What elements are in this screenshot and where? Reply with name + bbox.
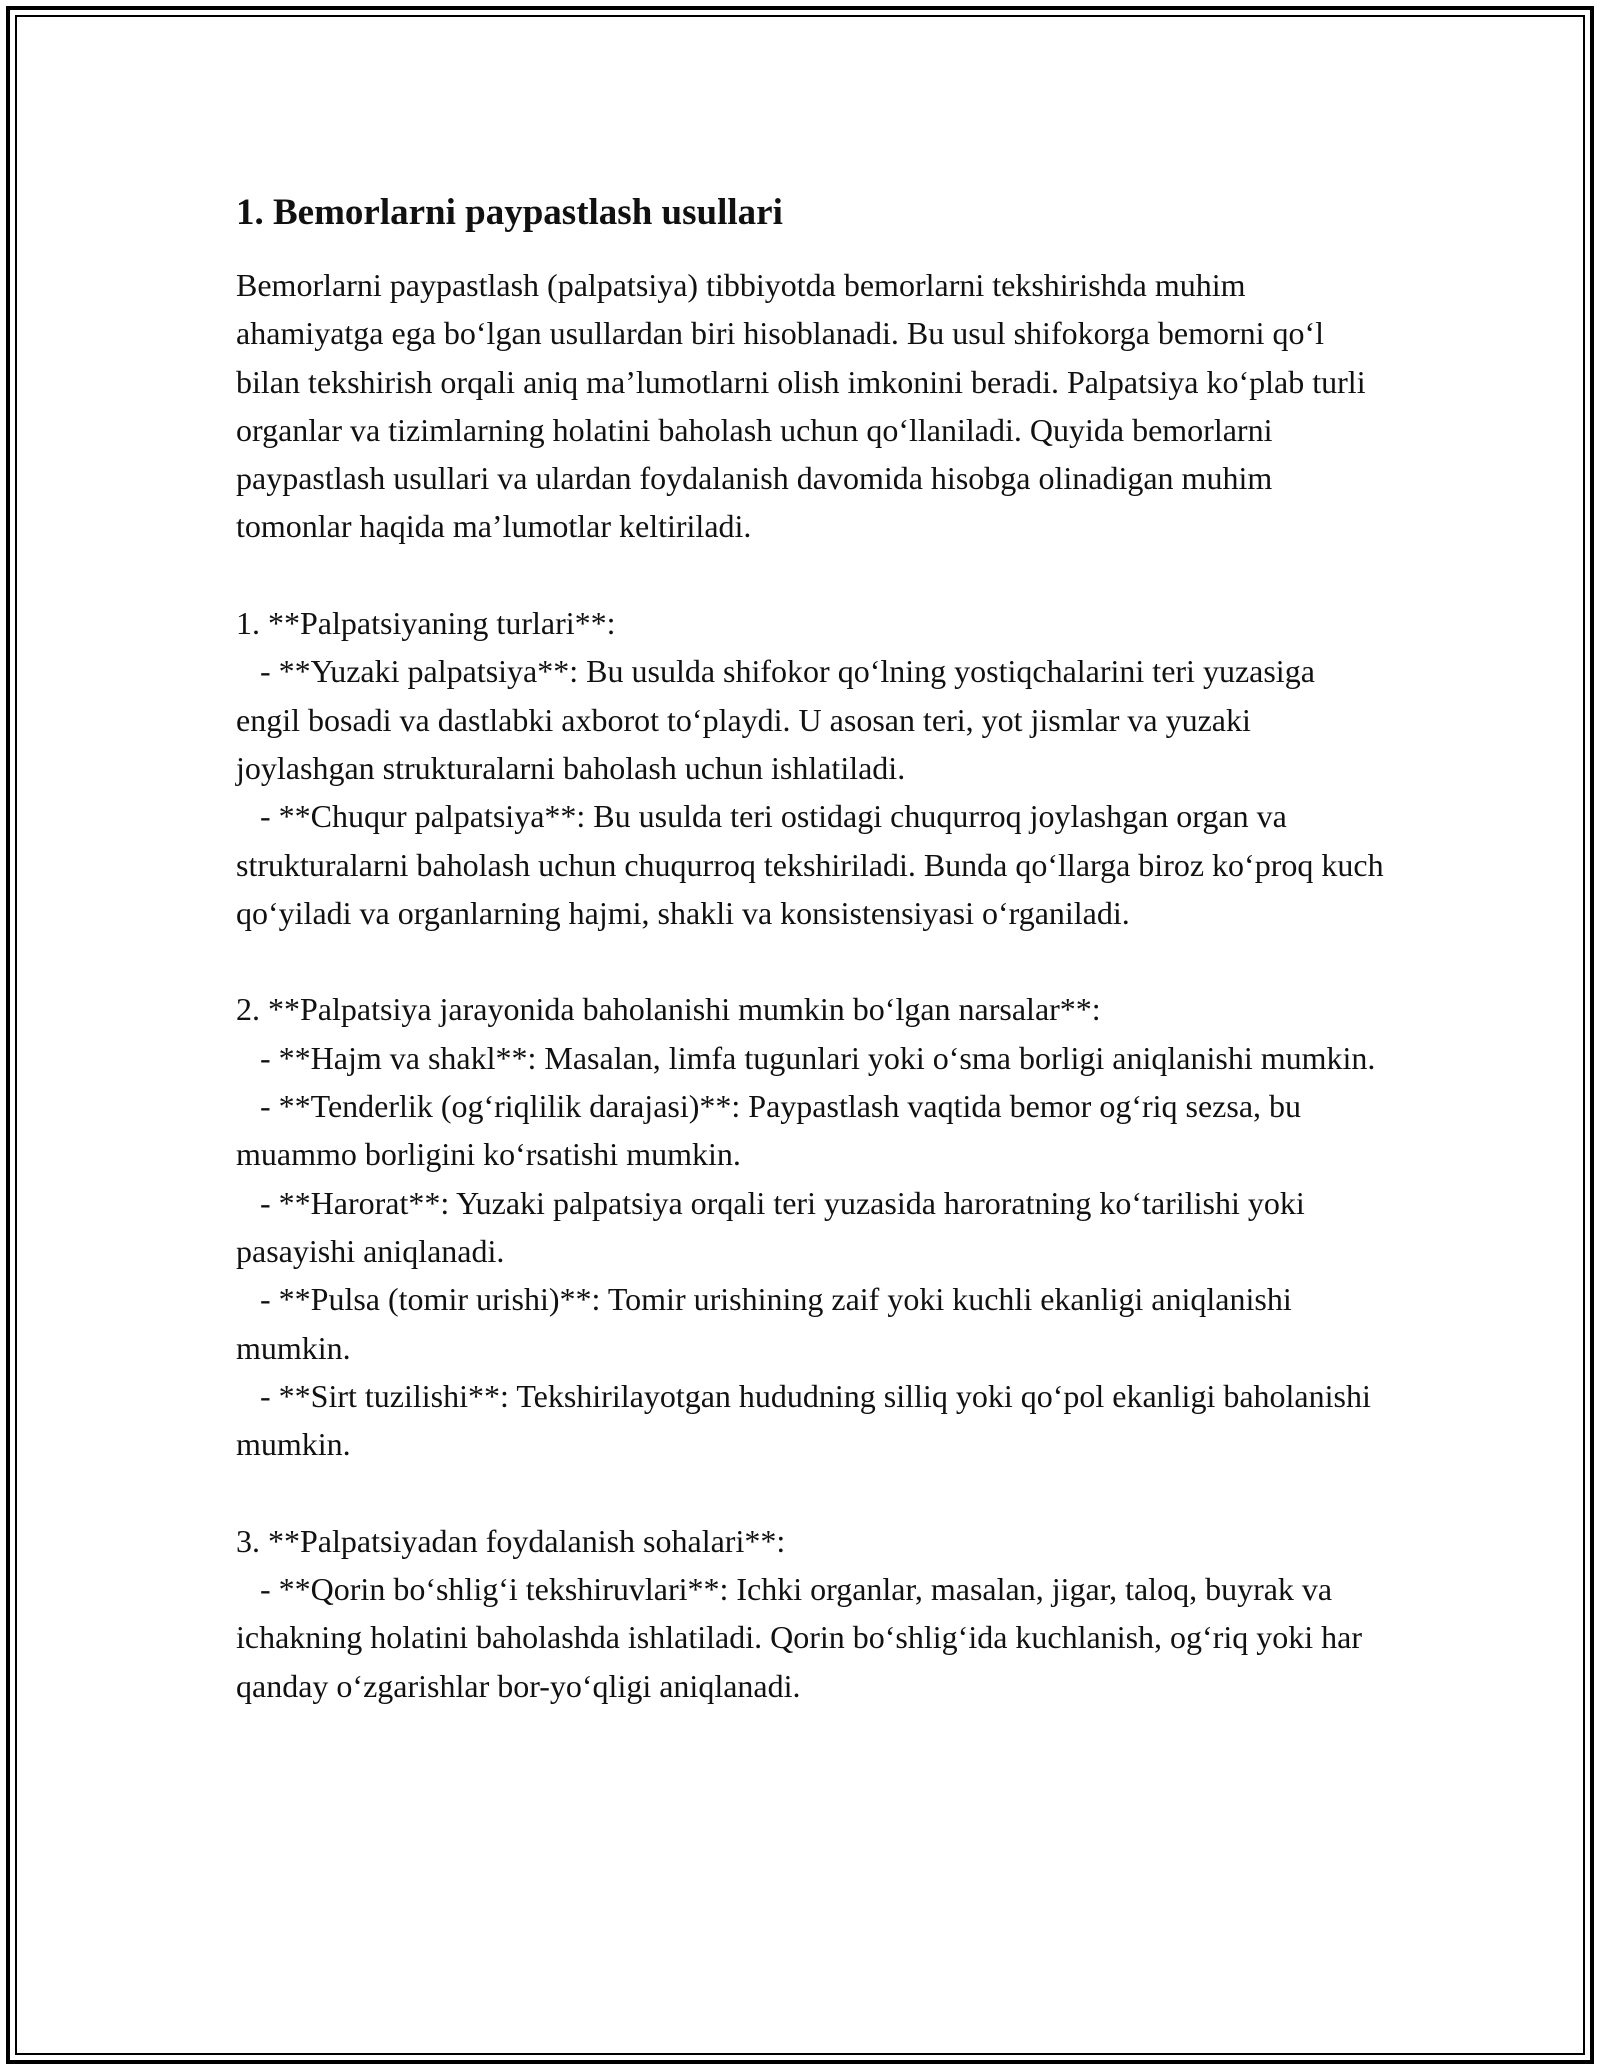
section-spacer xyxy=(236,937,1386,985)
list-item: - **Yuzaki palpatsiya**: Bu usulda shifokor qo‘lning yostiqchalarini teri yuzasiga engil bosadi va dastlabki axborot to‘playdi. U asosan teri, yot jismlar va yuzaki joylashgan strukturalarni baholash uchun ishlatiladi. xyxy=(236,653,1323,786)
section-palpation-types xyxy=(236,599,1392,937)
section-spacer xyxy=(236,551,1386,599)
list-item: - **Hajm va shakl**: Masalan, limfa tugunlari yoki o‘sma borligi aniqlanishi mumkin. xyxy=(236,1039,1376,1076)
section-spacer xyxy=(236,1468,1386,1516)
intro-paragraph: Bemorlarni paypastlash (palpatsiya) tibbiyotda bemorlarni tekshirishda muhim ahamiyatga ega bo‘lgan usullardan biri hisoblanadi. Bu usul shifokorga bemorni qo‘l bilan tekshirish orqali aniq ma’lumotlarni olish imkonini beradi. Palpatsiya ko‘plab turli organlar va tizimlarning holatini baholash uchun qo‘llaniladi. Quyida bemorlarni paypastlash usullari va ulardan foydalanish davomida hisobga olinadigan muhim tomonlar haqida ma’lumotlar keltiriladi. xyxy=(236,267,1366,545)
list-item: - **Pulsa (tomir urishi)**: Tomir urishining zaif yoki kuchli ekanligi aniqlanishi mumkin. xyxy=(236,1281,1300,1366)
section-usage-areas xyxy=(236,1517,1386,1710)
section-title: 3. **Palpatsiyadan foydalanish sohalari**: xyxy=(236,1522,786,1559)
list-item: - **Qorin bo‘shlig‘i tekshiruvlari**: Ichki organlar, masalan, jigar, taloq, buyrak va ichakning holatini baholashda ishlatiladi. Qorin bo‘shlig‘ida kuchlanish, og‘riq yoki har qanday o‘zgarishlar bor-yo‘qligi aniqlanadi. xyxy=(236,1571,1370,1704)
list-item: - **Sirt tuzilishi**: Tekshirilayotgan hududning silliq yoki qo‘pol ekanligi baholanishi mumkin. xyxy=(236,1377,1379,1463)
document-heading: 1. Bemorlarni paypastlash usullari xyxy=(236,192,783,233)
document-body xyxy=(236,185,1392,1710)
section-assessable-features xyxy=(236,985,1386,1468)
list-item: - **Tenderlik (og‘riqlilik darajasi)**: Paypastlash vaqtida bemor og‘riq sezsa, bu muammo borligini ko‘rsatishi mumkin. xyxy=(236,1088,1310,1173)
section-title: 1. **Palpatsiyaning turlari**: xyxy=(236,605,616,642)
section-title: 2. **Palpatsiya jarayonida baholanishi mumkin bo‘lgan narsalar**: xyxy=(236,991,1101,1028)
list-item: - **Chuqur palpatsiya**: Bu usulda teri ostidagi chuqurroq joylashgan organ va strukturalarni baholash uchun chuqurroq tekshiriladi. Bunda qo‘llarga biroz ko‘proq kuch qo‘yiladi va organlarning hajmi, shakli va konsistensiyasi o‘rganiladi. xyxy=(236,798,1392,931)
list-item: - **Harorat**: Yuzaki palpatsiya orqali teri yuzasida haroratning ko‘tarilishi yoki pasayishi aniqlanadi. xyxy=(236,1184,1313,1269)
